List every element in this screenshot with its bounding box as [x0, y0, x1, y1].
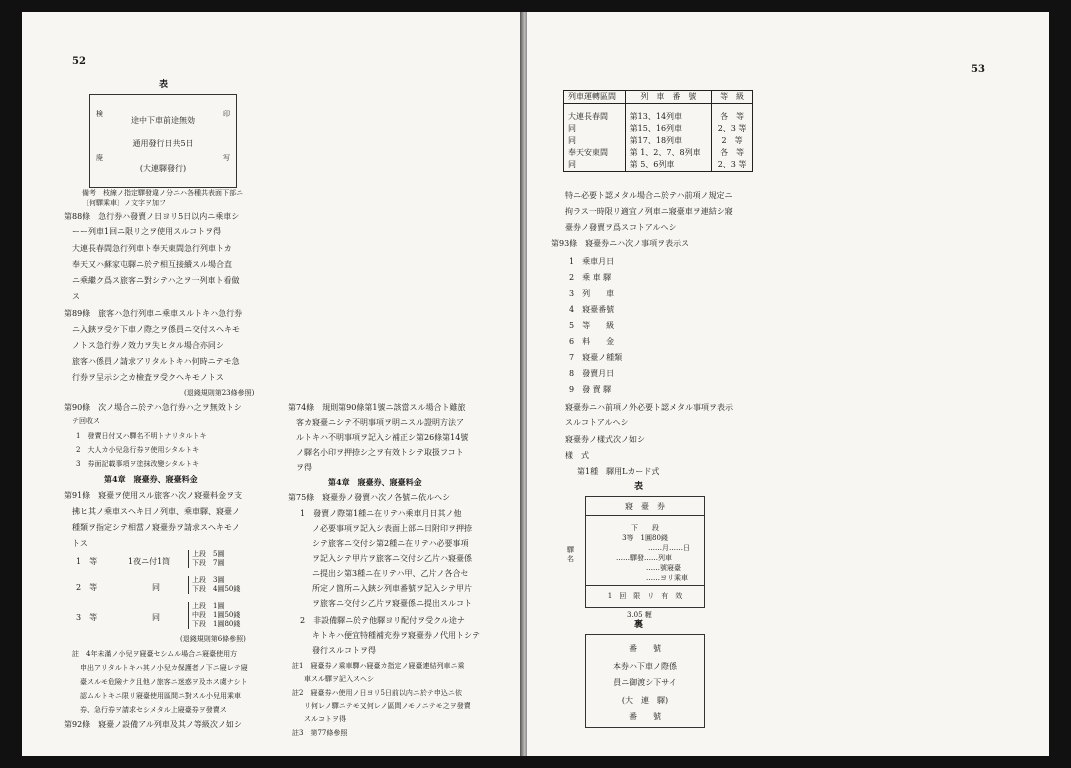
- ticket2-boarding: ……ヨリ乘車: [646, 574, 688, 582]
- ticket3-line1: 本券ハ下車ノ際係: [613, 662, 677, 671]
- paragraph-1-line: 拘ラス一時限リ適宜ノ列車ニ寢臺車ヲ連結シ寢: [565, 207, 733, 216]
- paragraph-1-line: 臺券ノ發賣ヲ爲スコトアルヘシ: [565, 223, 677, 232]
- note-3: 註3 第77條參照: [292, 729, 348, 737]
- article-90-item: 2 大人カ小兒急行券ヲ使用シタルトキ: [76, 446, 200, 454]
- table-cell: 大連長春間: [564, 104, 626, 124]
- ticket1-line2: 通用發行日共5日: [132, 139, 194, 148]
- table-cell: 2、3 等: [712, 123, 753, 135]
- article-93-item: 1 乘車月日: [569, 257, 615, 266]
- ticket2-side-mark: 驛名: [567, 546, 574, 563]
- page-number-right: 53: [971, 64, 985, 75]
- article-75-item1-line: 所定ノ箇所ニ入鋏シ列車番號ヲ記入シテ甲片: [312, 584, 472, 593]
- fare-class: 1 等: [76, 557, 98, 566]
- table-header: 等 級: [712, 91, 753, 104]
- table-cell: 各 等: [712, 104, 753, 124]
- chapter-4-heading-col2: 第4章 寢臺券、寢臺料金: [328, 477, 422, 487]
- note-91-line: 臺スルモ危險ナク且他ノ旅客ニ迷惑ヲ及ホス虞ナシト: [80, 678, 248, 686]
- format-line: 寢臺券ノ樣式次ノ如シ: [565, 435, 645, 444]
- article-90-item: 3 券面記載事項ヲ塗抹改變シタルトキ: [76, 460, 200, 468]
- article-88-line: 大連長春間急行列車ト奉天東間急行列車トカ: [72, 244, 232, 253]
- right-page: [527, 12, 1049, 756]
- table-cell: 第 5、6列車: [625, 159, 711, 172]
- note-91-line: 認ムルトキニ限リ寢臺使用區間ニ對スル小兒用乘車: [80, 692, 241, 700]
- article-75-item1-line: 1 發賣ノ際第1種ニ在リテハ乘車月日其ノ他: [300, 509, 462, 518]
- ticket1-corner-br: 写: [223, 154, 230, 162]
- article-88-line: 第88條 急行券ハ發賣ノ日ヨリ5日以内ニ乘車シ: [64, 212, 240, 221]
- table-cell: 同: [564, 123, 626, 135]
- note-2-line: リ何レノ驛ニテモ又何レノ區間ノモノニテモ之ヲ發賣: [304, 702, 471, 710]
- fare-berth: 上段 5圓: [192, 550, 225, 558]
- ticket3-heading: 裏: [634, 620, 644, 630]
- fare-class: 3 等: [76, 613, 98, 622]
- fare-unit: 同: [152, 583, 160, 592]
- paragraph-2-line: 寢臺券ニハ前項ノ外必要ト認メタル事項ヲ表示: [565, 403, 733, 412]
- ticket2-price: 3等 1圓80錢: [622, 534, 668, 542]
- ticket3-box: [585, 634, 705, 728]
- article-93-item: 4 寢臺番號: [569, 305, 615, 314]
- ticket1-heading: 表: [159, 80, 169, 90]
- article-75-item1-line: ニ提出シ第3種ニ在リテハ甲、乙片ノ各合セ: [312, 569, 469, 578]
- ticket2-month-day: ……月……日: [648, 544, 690, 552]
- table-header: 列 車 番 號: [625, 91, 711, 104]
- fare-berth: 上段 3圓: [192, 576, 225, 584]
- article-93-item: 9 發 賣 驛: [569, 385, 612, 394]
- article-74-line: ノ驛名小印ヲ押捺シ之ヲ有效トシテ取扱フコト: [296, 448, 464, 457]
- article-75-item1-line: シテ旅客ニ交付シ第2種ニ在リテハ必要事項: [312, 539, 469, 548]
- note-1-line: 車スル驛ヲ記入スヘシ: [304, 675, 374, 683]
- article-91-line: 拂ヒ其ノ乘車スヘキ日ノ列車、乘車驛、寢臺ノ: [72, 507, 240, 516]
- ticket2-lower: 下 段: [631, 524, 659, 532]
- article-74-line: ルトキハ不明事項ヲ記入シ補正シ第26條第14號: [296, 433, 469, 442]
- article-89-line: 行券ヲ呈示シ之カ檢査ヲ受クヘキモノトス: [72, 373, 224, 382]
- article-90-item: 1 發賣日付又ハ驛名不明トナリタルトキ: [76, 432, 207, 440]
- fare-berth: 下段 7圓: [192, 559, 225, 567]
- table-row: [564, 104, 753, 124]
- article-93-item: 7 寢臺ノ種類: [569, 353, 623, 362]
- ticket1-box: [89, 94, 237, 188]
- table-row: [564, 147, 753, 159]
- train-table: [563, 90, 753, 172]
- ticket2-divider: [586, 585, 704, 586]
- paragraph-1-line: 特ニ必要ト認メタル場合ニ於テハ前項ノ規定ニ: [565, 191, 733, 200]
- ticket2-validity: 1 回 限 リ 有 效: [607, 592, 683, 600]
- note-91-line: 申出アリタルトキハ其ノ小兒カ保護者ノ下ニ寢レテ寢: [80, 664, 248, 672]
- article-93-item: 8 發賣月日: [569, 369, 615, 378]
- fare-berth: 中段 1圓50錢: [192, 611, 241, 619]
- fare-berth: 下段 4圓50錢: [192, 585, 241, 593]
- table-cell: 第15、16列車: [625, 123, 711, 135]
- article-91-line: 種類ヲ指定シテ相當ノ寢臺券ヲ請求スヘキモノ: [72, 523, 240, 532]
- paragraph-2-line: スルコトアルヘシ: [565, 418, 629, 427]
- ticket2-station-train: ……驛發……列車: [616, 554, 672, 562]
- reference-91: (退錢規則第6條參照): [180, 635, 246, 643]
- note-line: 〔何驛乘車〕ノ文字ヲ加フ: [82, 199, 166, 207]
- fare-class: 2 等: [76, 583, 98, 592]
- article-89-line: ニ入鋏ヲ受ケ下車ノ際之ヲ係員ニ交付スヘキモ: [72, 325, 240, 334]
- article-75: 第75條 寢臺券ノ發賣ハ次ノ各號ニ依ルヘシ: [288, 493, 451, 502]
- article-88-line: ーー列車1回ニ限リ之ヲ使用スルコトヲ得: [72, 227, 222, 236]
- table-cell: 同: [564, 135, 626, 147]
- ticket3-number-top: 番 號: [629, 644, 661, 653]
- article-90-line: テ回收ス: [72, 417, 100, 425]
- chapter-4-heading: 第4章 寢臺券、寢臺料金: [104, 474, 198, 484]
- note-1-line: 註1 寢臺券ノ乘車驛ハ寢臺カ指定ノ寢臺連結列車ニ乘: [292, 662, 465, 670]
- ticket1-corner-tr: 印: [223, 110, 230, 118]
- ticket2-title: 寢 臺 券: [625, 502, 665, 511]
- fare-unit: 同: [152, 613, 160, 622]
- article-91-line: トス: [72, 539, 88, 548]
- reference-89: (退錢規則第23條參照): [184, 389, 255, 397]
- ticket3-issuer: (大 連 驛): [621, 696, 669, 705]
- table-header: 列車運轉區間: [564, 91, 626, 104]
- article-92: 第92條 寢臺ノ設備アル列車及其ノ等級次ノ如シ: [64, 720, 242, 729]
- table-cell: 2、3 等: [712, 159, 753, 172]
- ticket2-divider: [586, 515, 704, 516]
- article-74-line: 客カ寢臺ニシテ不明事項ヲ明ニスル證明方法ア: [296, 418, 464, 427]
- ticket2-berth-number: ……號寢臺: [646, 564, 681, 572]
- article-93-item: 5 等 級: [569, 321, 615, 330]
- style-label: 樣 式: [565, 451, 589, 460]
- article-93-item: 2 乘 車 驛: [569, 273, 612, 282]
- fare-unit: 1夜ニ付1筒: [128, 557, 171, 566]
- article-93: 第93條 寢臺券ニハ次ノ事項ヲ表示ス: [551, 239, 690, 248]
- table-cell: 同: [564, 159, 626, 172]
- page-number-left: 52: [72, 56, 86, 67]
- ticket3-line2: 員ニ御渡シ下サイ: [613, 678, 677, 687]
- table-row: [564, 159, 753, 172]
- article-90-line: 第90條 次ノ場合ニ於テハ急行券ハ之ヲ無效トシ: [64, 403, 242, 412]
- ticket2-heading: 表: [634, 482, 644, 492]
- table-cell: 2 等: [712, 135, 753, 147]
- article-75-item2-line: キトキハ便宜特種補充券ヲ寢臺券ノ代用トシテ: [312, 631, 480, 640]
- fare-berths: [188, 576, 240, 594]
- table-row: [564, 123, 753, 135]
- table-cell: 第13、14列車: [625, 104, 711, 124]
- article-93-item: 6 料 金: [569, 337, 615, 346]
- ticket2-size: 3.05 糎: [627, 611, 652, 619]
- article-88-line: 奉天又ハ蘇家屯驛ニ於テ相互接續スル場合直: [72, 260, 232, 269]
- article-75-item2-line: 2 非設備驛ニ於テ他驛ヨリ配付ヲ受クル途ナ: [300, 616, 465, 625]
- article-74-line: 第74條 規則第90條第1號ニ該當スル場合ト雖旅: [288, 403, 466, 412]
- article-88-line: ニ乘繼ク爲ス旅客ニ對シテハ之ヲ一列車ト看做: [72, 276, 240, 285]
- table-cell: 第17、18列車: [625, 135, 711, 147]
- article-93-item: 3 列 車: [569, 289, 615, 298]
- fare-berths: [188, 550, 224, 568]
- note-2-line: スルコトヲ得: [304, 715, 346, 723]
- article-88-line: ス: [72, 292, 80, 301]
- fare-berth: 下段 1圓80錢: [192, 620, 241, 628]
- ticket2-box: [585, 496, 705, 608]
- table-header-row: [564, 91, 753, 104]
- article-89-line: 旅客ハ係員ノ請求アリタルトキハ何時ニテモ急: [72, 357, 240, 366]
- note-2-line: 註2 寢臺券ハ使用ノ日ヨリ5日前以内ニ於テ申込ニ依: [292, 689, 462, 697]
- ticket1-corner-bl: 廃: [96, 154, 103, 162]
- article-89-line: 第89條 旅客ハ急行列車ニ乘車スルトキハ急行券: [64, 309, 243, 318]
- article-74-line: ヲ得: [296, 463, 312, 472]
- article-75-item1-line: ノ必要事項ヲ記入シ表面上部ニ日附印ヲ押捺: [312, 524, 472, 533]
- article-75-item1-line: ヲ記入シテ甲片ヲ旅客ニ交付シ乙片ハ寢臺係: [312, 554, 472, 563]
- table-cell: 奉天安東間: [564, 147, 626, 159]
- ticket3-number-bottom: 番 號: [629, 712, 661, 721]
- ticket1-issuer: (大連驛發行): [139, 164, 187, 173]
- article-91-line: 第91條 寢臺ヲ使用スル旅客ハ次ノ寢臺料金ヲ支: [64, 491, 243, 500]
- note-line: 備考 枝線ノ指定驛發違ノ分ニハ各種共表面下部ニ: [82, 189, 243, 197]
- article-75-item1-line: ヲ旅客ニ交付シ乙片ヲ寢臺係ニ提出スルコト: [312, 599, 472, 608]
- fare-berths: [188, 602, 240, 629]
- article-75-item2-line: 發行スルコトヲ得: [312, 646, 376, 655]
- type-1-label: 第1種 驛用Lカード式: [577, 467, 660, 476]
- table-cell: 第 1、2、7、8列車: [625, 147, 711, 159]
- fare-berth: 上段 1圓: [192, 602, 225, 610]
- note-91-line: 券、急行券ヲ請求セシメタル上寢臺券ヲ發賣ス: [80, 706, 227, 714]
- note-91-line: 註 4年未滿ノ小兒ヲ寢臺セシムル場合ニ寢臺使用方: [72, 650, 238, 658]
- ticket1-line1: 途中下車前途無効: [131, 116, 195, 125]
- table-cell: 各 等: [712, 147, 753, 159]
- table-row: [564, 135, 753, 147]
- ticket1-corner-tl: 検: [96, 110, 103, 118]
- left-page: [22, 12, 522, 756]
- article-89-line: ノトス急行券ノ效力ヲ失ヒタル場合亦同シ: [72, 341, 224, 350]
